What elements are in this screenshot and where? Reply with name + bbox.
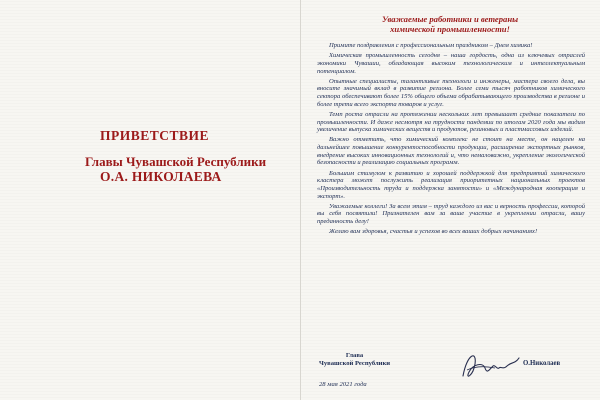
letter-paragraph: Желаю вам здоровья, счастья и успехов во всех ваших добрых начинаниях! xyxy=(329,228,538,236)
letter-body xyxy=(317,42,585,238)
page-fold-divider xyxy=(300,0,301,400)
greeting-author-name: О.А. НИКОЛАЕВА xyxy=(100,169,222,184)
letter-paragraph: Темп роста отрасли на протяжении нескольких лет превышает средние показатели по промышленности. И даже несмотря на трудности пандемии по итогам 2020 года мы видим увеличение выпуска химических веществ и продуктов, резиновых и пластмассовых изделий. xyxy=(317,110,585,134)
letter-date: 28 мая 2021 года xyxy=(319,381,367,388)
greeting-title: ПРИВЕТСТВИЕ xyxy=(100,128,210,143)
letter-heading-line2: химической промышленности! xyxy=(390,24,510,34)
letter-paragraph: Примите поздравления с профессиональным праздником – Днем химика! xyxy=(329,42,533,49)
signature-role xyxy=(319,352,390,368)
signature-role-line2: Чувашской Республики xyxy=(319,360,391,367)
greeting-author-position: Главы Чувашской Республики xyxy=(85,154,267,169)
letter-heading xyxy=(305,14,595,34)
letter-paragraph: Химическая промышленность сегодня – наша гордость, одна из ключевых отраслей экономики Чувашии, обладающая высоким технологическим и интеллектуальным потенциалом. xyxy=(317,52,585,75)
letter-paragraph: Уважаемые коллеги! За всем этим – труд каждого из вас и верность профессии, которой вы себя посвятили! Признателен вам за ваше участие в укреплении отрасли, вашу преданность делу! xyxy=(317,202,585,226)
letter-paragraph: Опытные специалисты, талантливые технологи и инженеры, мастера своего дела, вы вносите значимый вклад в развитие региона. Более семи тысяч работников химического сектора обеспечивают более 15% общего объема обрабатывающего производства в регионе и более трети всего экспорта товаров и услуг. xyxy=(317,77,585,108)
letter-paragraph: Важно отметить, что химический комплекс не стоит на месте, он нацелен на дальнейшее повышение конкурентоспособности продукции, расширение экспортных рынков, внедрение высоких инновационных технологий и, что немаловажно, укрепление экологической безопасности и реализацию социальных программ. xyxy=(317,136,585,167)
signature-role-line1: Глава xyxy=(345,352,364,359)
letter-paragraph: Большим стимулом к развитию и хорошей поддержкой для предприятий химического кластера может послужить реализация приоритетных национальных проектов «Производительность труда и поддержка занятости» и «Международная кооперация и экспорт». xyxy=(317,169,585,200)
letter-heading-line1: Уважаемые работники и ветераны xyxy=(381,14,519,24)
letter-panel xyxy=(305,0,595,400)
handwritten-signature-icon xyxy=(455,346,525,386)
signature-name: О.Николаев xyxy=(523,360,561,367)
